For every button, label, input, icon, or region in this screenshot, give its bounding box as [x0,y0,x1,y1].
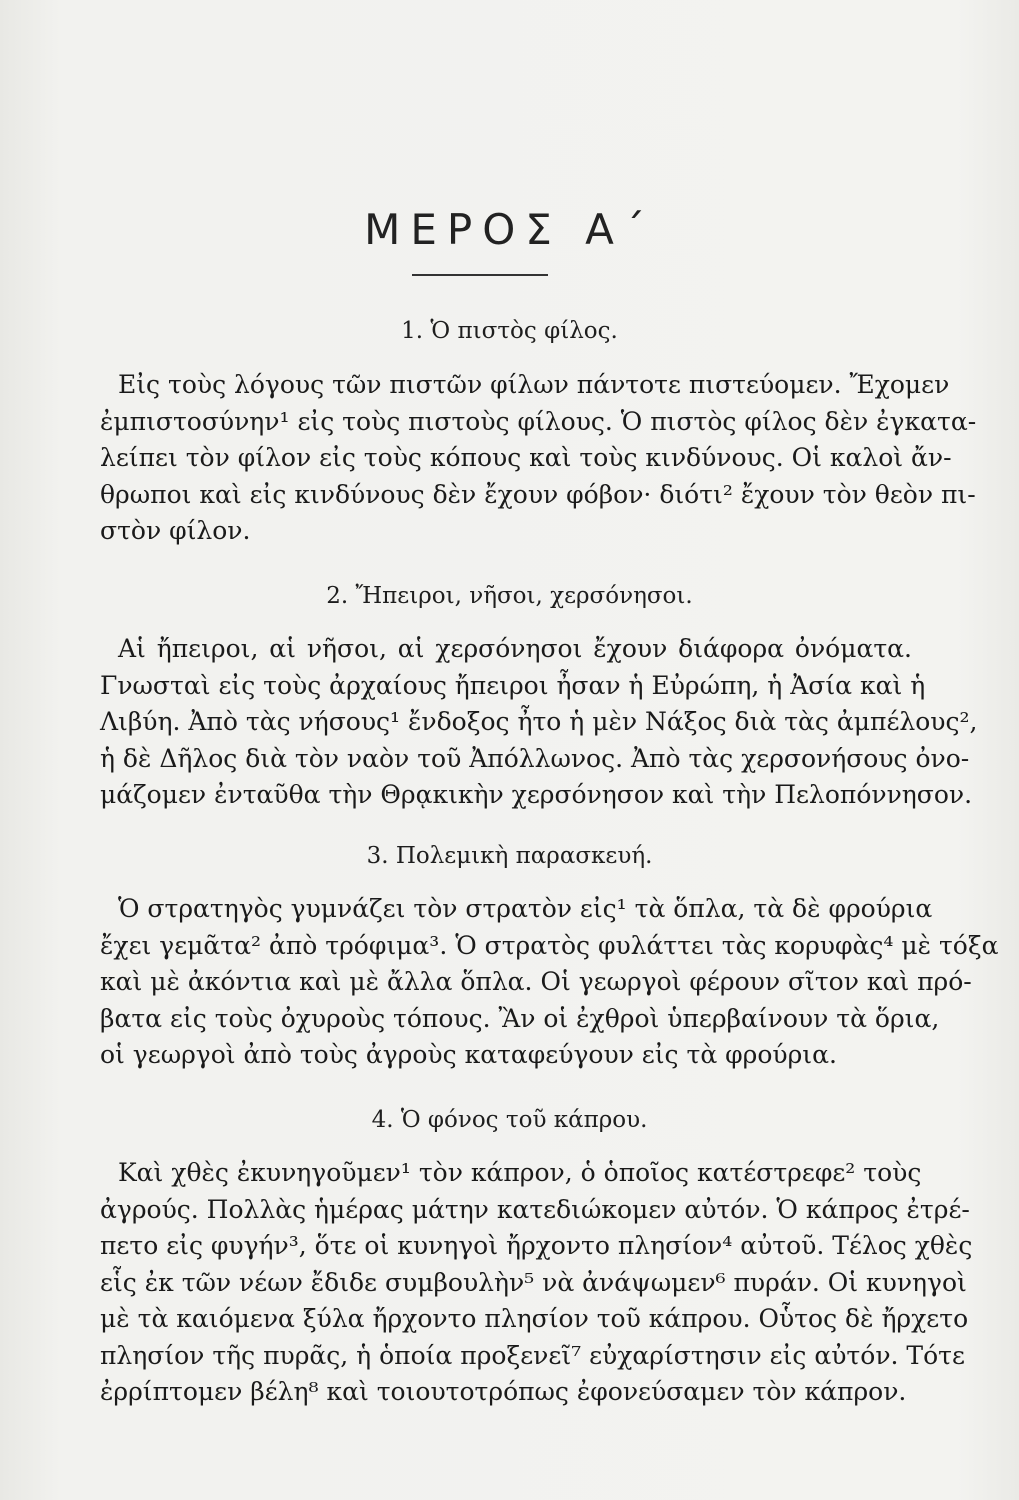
text-line: Εἰς τοὺς λόγους τῶν πιστῶν φίλων πάντοτε πιστεύομεν. Ἔχομεν [118,370,950,399]
text-line: Καὶ χθὲς ἐκυνηγοῦμεν¹ τὸν κάπρον, ὁ ὁποῖος κατέστρεφε² τοὺς [118,1158,922,1187]
section-3-paragraph [100,891,999,1074]
text-line: Λιβύη. Ἀπὸ τὰς νήσους¹ ἔνδοξος ἦτο ἡ μὲν Νάξος διὰ τὰς ἀμπέλους², [100,707,978,736]
text-line: μάζομεν ἐνταῦθα τὴν Θρᾳκικὴν χερσόνησον καὶ τὴν Πελοπόννησον. [100,780,973,809]
section-2-paragraph [100,631,978,814]
section-1-heading: 1. Ὁ πιστὸς φίλος. [401,318,618,344]
text-line: πλησίον τῆς πυρᾶς, ἡ ὁποία προξενεῖ⁷ εὐχαρίστησιν εἰς αὐτόν. Τότε [100,1340,965,1370]
section-4-paragraph [100,1155,973,1411]
text-line: οἱ γεωργοὶ ἀπὸ τοὺς ἀγροὺς καταφεύγουν εἰς τὰ φρούρια. [100,1040,837,1069]
text-line: εἷς ἐκ τῶν νέων ἔδιδε συμβουλὴν⁵ νὰ ἀνάψωμεν⁶ πυράν. Οἱ κυνηγοὶ [100,1267,967,1297]
section-1-paragraph [100,367,977,550]
text-line: λείπει τὸν φίλον εἰς τοὺς κόπους καὶ τοὺς κινδύνους. Οἱ καλοὶ ἄν- [100,443,952,472]
section-3-heading: 3. Πολεμικὴ παρασκευή. [366,843,653,869]
text-line: καὶ μὲ ἀκόντια καὶ μὲ ἄλλα ὅπλα. Οἱ γεωργοὶ φέρουν σῖτον καὶ πρό- [100,967,972,996]
text-line: Γνωσταὶ εἰς τοὺς ἀρχαίους ἤπειροι ἦσαν ἡ Εὐρώπη, ἡ Ἀσία καὶ ἡ [100,670,926,700]
part-title: ΜΕΡΟΣ Α΄ [364,205,655,254]
title-rule [412,274,548,276]
text-line: ἔχει γεμᾶτα² ἀπὸ τρόφιμα³. Ὁ στρατὸς φυλάττει τὰς κορυφὰς⁴ μὲ τόξα [100,930,999,960]
text-line: θρωποι καὶ εἰς κινδύνους δὲν ἔχουν φόβον· διότι² ἔχουν τὸν θεὸν πι- [100,479,976,509]
text-line: ἐρρίπτομεν βέλη⁸ καὶ τοιουτοτρόπως ἐφονεύσαμεν τὸν κάπρον. [100,1377,907,1406]
text-line: μὲ τὰ καιόμενα ξύλα ἤρχοντο πλησίον τοῦ κάπρου. Οὗτος δὲ ἤρχετο [100,1304,969,1333]
section-4-heading: 4. Ὁ φόνος τοῦ κάπρου. [371,1107,648,1133]
text-line: ἀγρούς. Πολλὰς ἡμέρας μάτην κατεδιώκομεν αὐτόν. Ὁ κάπρος ἐτρέ- [100,1194,970,1224]
text-line: πετο εἰς φυγήν³, ὅτε οἱ κυνηγοὶ ἤρχοντο πλησίον⁴ αὐτοῦ. Τέλος χθὲς [100,1231,973,1260]
text-line: Ὁ στρατηγὸς γυμνάζει τὸν στρατὸν εἰς¹ τὰ ὅπλα, τὰ δὲ φρούρια [118,894,933,923]
section-2-heading: 2. Ἤπειροι, νῆσοι, χερσόνησοι. [326,583,693,609]
text-line: ἐμπιστοσύνην¹ εἰς τοὺς πιστοὺς φίλους. Ὁ πιστὸς φίλος δὲν ἐγκατα- [100,406,977,436]
text-line: στὸν φίλον. [100,516,251,545]
text-line: Αἱ ἤπειροι, αἱ νῆσοι, αἱ χερσόνησοι ἔχουν διάφορα ὀνόματα. [118,634,912,663]
text-line: ἡ δὲ Δῆλος διὰ τὸν ναὸν τοῦ Ἀπόλλωνος. Ἀπὸ τὰς χερσονήσους ὀνο- [100,743,970,773]
text-line: βατα εἰς τοὺς ὀχυροὺς τόπους. Ἂν οἱ ἐχθροὶ ὑπερβαίνουν τὰ ὅρια, [100,1003,940,1033]
